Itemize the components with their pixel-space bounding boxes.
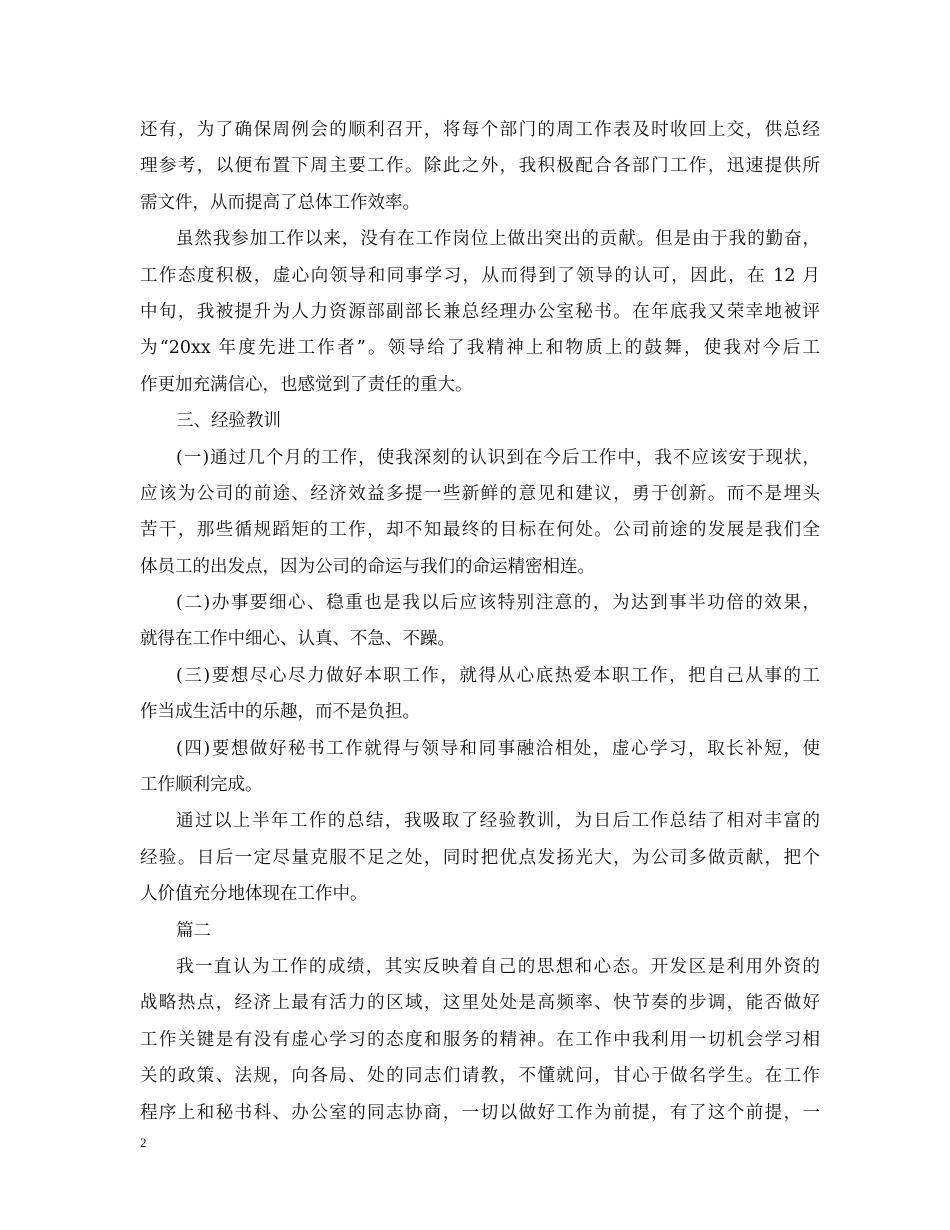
text-line: (三)要想尽心尽力做好本职工作，就得从心底热爱本职工作，把自己从事的工 xyxy=(176,665,820,686)
text-line: 工作顺利完成。 xyxy=(140,775,263,796)
text-line: 经验。日后一定尽量克服不足之处，同时把优点发扬光大，为公司多做贡献，把个 xyxy=(140,847,820,868)
text-line: 战略热点，经济上最有活力的区域，这里处处是高频率、快节奏的步调，能否做好 xyxy=(140,993,820,1014)
text-line: (一)通过几个月的工作，使我深刻的认识到在今后工作中，我不应该安于现状， xyxy=(176,447,820,468)
text-line: 苦干，那些循规蹈矩的工作，却不知最终的目标在何处。公司前途的发展是我们全 xyxy=(140,520,820,541)
text-line: 程序上和秘书科、办公室的同志协商，一切以做好工作为前提，有了这个前提，一 xyxy=(140,1102,820,1123)
text-line: 还有，为了确保周例会的顺利召开，将每个部门的周工作表及时收回上交，供总经 xyxy=(140,120,820,140)
text-line: (四)要想做好秘书工作就得与领导和同事融洽相处，虚心学习，取长补短，使 xyxy=(176,738,820,759)
text-line: 关的政策、法规，向各局、处的同志们请教，不懂就问，甘心于做名学生。在工作 xyxy=(140,1066,820,1087)
text-line: 需文件，从而提高了总体工作效率。 xyxy=(140,192,420,213)
text-line: 工作态度积极，虚心向领导和同事学习，从而得到了领导的认可，因此，在 12 月 xyxy=(140,265,820,286)
text-line: 篇二 xyxy=(176,920,211,941)
text-line: 作当成生活中的乐趣，而不是负担。 xyxy=(140,702,420,723)
text-line: 为“20xx 年度先进工作者”。领导给了我精神上和物质上的鼓舞，使我对今后工 xyxy=(140,338,820,359)
text-line: 通过以上半年工作的总结，我吸取了经验教训，为日后工作总结了相对丰富的 xyxy=(176,811,820,832)
text-line: 理参考，以便布置下周主要工作。除此之外，我积极配合各部门工作，迅速提供所 xyxy=(140,156,820,177)
text-line: 应该为公司的前途、经济效益多提一些新鲜的意见和建议，勇于创新。而不是埋头 xyxy=(140,483,820,504)
text-line: 工作关键是有没有虚心学习的态度和服务的精神。在工作中我利用一切机会学习相 xyxy=(140,1029,820,1050)
page-number: 2 xyxy=(140,1135,147,1150)
text-line: 就得在工作中细心、认真、不急、不躁。 xyxy=(140,629,455,650)
document-body xyxy=(140,112,820,1131)
text-line: 中旬，我被提升为人力资源部副部长兼总经理办公室秘书。在年底我又荣幸地被评 xyxy=(140,301,820,322)
text-line: 作更加充满信心，也感觉到了责任的重大。 xyxy=(140,374,473,395)
text-line: 三、经验教训 xyxy=(176,411,281,432)
text-line: 虽然我参加工作以来，没有在工作岗位上做出突出的贡献。但是由于我的勤奋， xyxy=(176,229,820,250)
text-line: 我一直认为工作的成绩，其实反映着自己的思想和心态。开发区是利用外资的 xyxy=(176,956,820,977)
text-line: 人价值充分地体现在工作中。 xyxy=(140,884,368,905)
text-line: (二)办事要细心、稳重也是我以后应该特别注意的，为达到事半功倍的效果， xyxy=(176,593,820,614)
text-line: 体员工的出发点，因为公司的命运与我们的命运精密相连。 xyxy=(140,556,595,577)
